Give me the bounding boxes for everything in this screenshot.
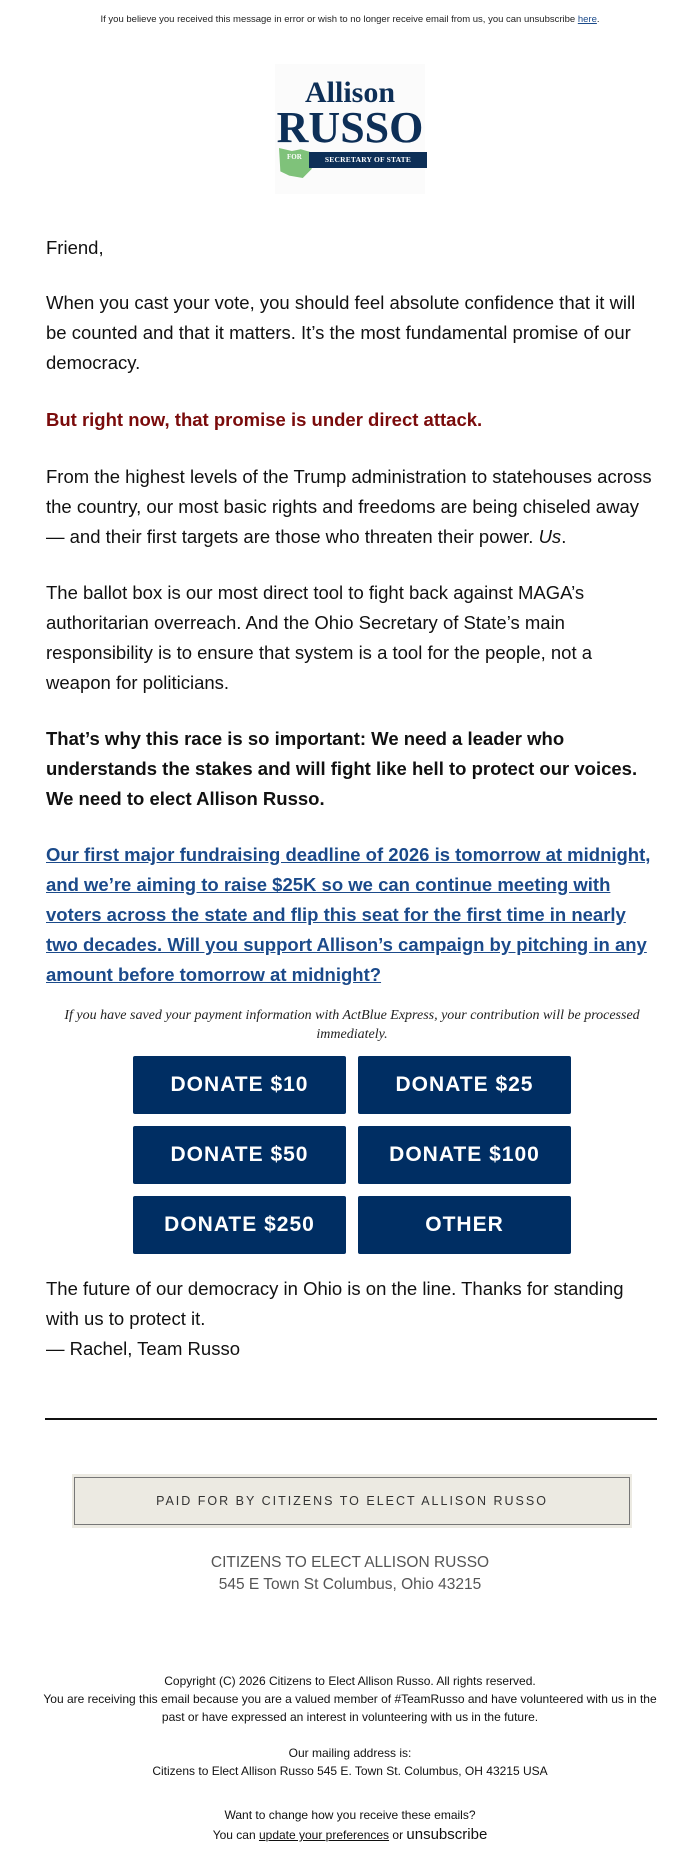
paragraph-under-attack: But right now, that promise is under direct attack.: [46, 409, 483, 430]
unsubscribe-here-link[interactable]: here: [577, 14, 597, 25]
footer-change-prompt: Want to change how you receive these emails?: [224, 1808, 476, 1822]
footer-mailing-address: Citizens to Elect Allison Russo 545 E. Town St. Columbus, OH 43215 USA: [152, 1764, 548, 1778]
organization-address: 545 E Town St Columbus, Ohio 43215: [218, 1576, 482, 1593]
unsubscribe-notice: [0, 14, 700, 25]
paragraph-vote-confidence: When you cast your vote, you should feel absolute confidence that it will be counted and that it matters. It’s the most fundamental promise of our democracy.: [46, 292, 636, 373]
logo-last-name: RUSSO: [276, 103, 424, 152]
logo-office: SECRETARY OF STATE: [309, 152, 427, 168]
paragraph-rights-end: .: [561, 526, 567, 547]
paragraph-rights-chiseled: [46, 462, 658, 552]
paragraph-ballot-box: The ballot box is our most direct tool to fight back against MAGA’s authoritarian overreach. And the Ohio Secretary of State’s main responsibility is to ensure that system is a tool for the people, not a weapon for politicians.: [46, 582, 593, 693]
paid-for-disclaimer: PAID FOR BY CITIZENS TO ELECT ALLISON RUSSO: [74, 1477, 630, 1525]
divider: [45, 1418, 657, 1420]
organization-block: [0, 1552, 700, 1596]
donate-10-button[interactable]: DONATE $10: [133, 1056, 346, 1114]
logo-for-text: FOR: [287, 153, 302, 161]
footer-unsubscribe-link[interactable]: unsubscribe: [406, 1826, 488, 1843]
logo-tagline: [279, 148, 425, 170]
closing-message: [46, 1274, 658, 1364]
unsubscribe-notice-end: .: [596, 14, 600, 25]
footer-you-can: You can: [212, 1828, 259, 1842]
paragraph-race-important: That’s why this race is so important: We need a leader who understands the stakes and will fight like hell to protect our voices. We need to elect Allison Russo.: [46, 728, 638, 809]
footer-reason: You are receiving this email because you are a valued member of #TeamRusso and have volunteered with us in the past or have expressed an interest in volunteering with us in the future.: [43, 1692, 657, 1724]
greeting: Friend,: [46, 237, 104, 258]
footer-mailing-label: Our mailing address is:: [288, 1746, 412, 1760]
footer-or: or: [389, 1828, 407, 1842]
signature: — Rachel, Team Russo: [46, 1338, 240, 1359]
closing-line: The future of our democracy in Ohio is on the line. Thanks for standing with us to protect it.: [46, 1278, 624, 1329]
footer-preferences-line: [40, 1826, 660, 1844]
footer-copyright: Copyright (C) 2026 Citizens to Elect Allison Russo. All rights reserved.: [164, 1674, 536, 1688]
unsubscribe-notice-text: If you believe you received this message in error or wish to no longer receive email from us, you can unsubscribe: [100, 14, 578, 25]
fundraising-deadline-link[interactable]: Our first major fundraising deadline of 2026 is tomorrow at midnight, and we’re aiming to raise $25K so we can continue meeting with voters across the state and flip this seat for the first time in nearly two decades. Will you support Allison’s campaign by pitching in any amount before tomorrow at midnight?: [46, 844, 651, 985]
campaign-logo: [275, 64, 425, 194]
donate-other-button[interactable]: OTHER: [358, 1196, 571, 1254]
donate-100-button[interactable]: DONATE $100: [358, 1126, 571, 1184]
donate-25-button[interactable]: DONATE $25: [358, 1056, 571, 1114]
paid-for-box: [72, 1474, 632, 1528]
paragraph-rights-text: From the highest levels of the Trump administration to statehouses across the country, our most basic rights and freedoms are being chiseled away — and their first targets are those who threaten their power.: [46, 466, 652, 547]
update-preferences-link[interactable]: update your preferences: [258, 1828, 390, 1842]
paragraph-rights-emphasis: Us: [538, 526, 562, 547]
donate-50-button[interactable]: DONATE $50: [133, 1126, 346, 1184]
logo-first-name: Allison: [304, 76, 396, 109]
donate-250-button[interactable]: DONATE $250: [133, 1196, 346, 1254]
organization-name: CITIZENS TO ELECT ALLISON RUSSO: [210, 1554, 490, 1571]
actblue-express-note: If you have saved your payment information with ActBlue Express, your contribution will be processed immediately.: [64, 1008, 640, 1042]
